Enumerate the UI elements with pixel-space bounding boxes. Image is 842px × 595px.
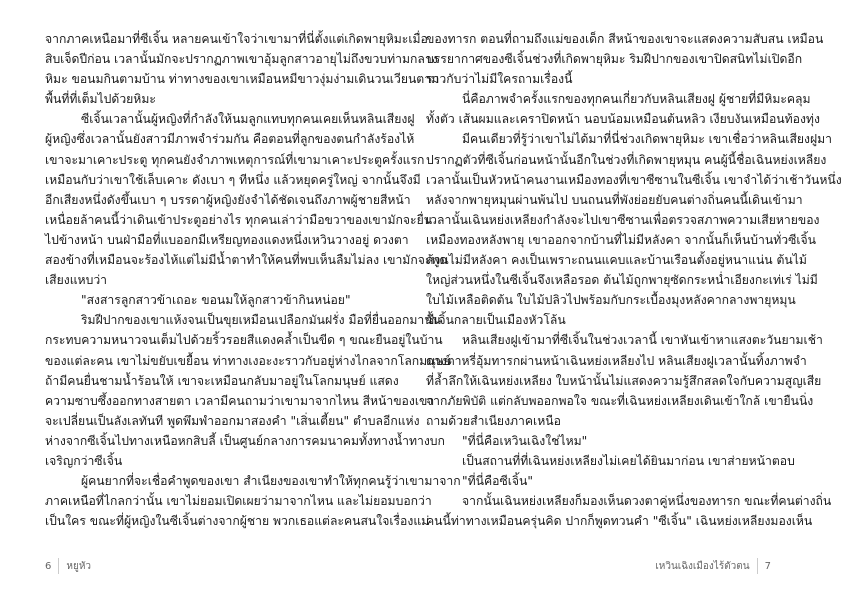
text-line: บรรยากาศของซีเจิ้นช่วงที่เกิดพายุหิมะ ริมฝีปากของเขาปิดสนิทไม่เปิดอีก [426,52,803,67]
text-line: ภาคเหนือที่ไกลกว่านั้น เขาไม่ยอมเปิดเผยว่ามาจากไหน และไม่ยอมบอกว่า [45,494,432,509]
text-line: ผู้คนยากที่จะเชื่อคำพูดของเขา สำเนียงของเขาทำให้ทุกคนรู้ว่าเขามาจาก [81,474,461,489]
text-line: จากภัยพิบัติ แต่กลับพออกพอใจ ขณะที่เฉินหย่งเหลียงเดินเข้าใกล้ เขายืนนิ่ง [426,393,814,408]
text-line: เหนื่อยล้าคนนี้ว่าเดินเข้าประตูอย่างไร ทุกคนเล่าว่ามือขวาของเขามักจะยื่น [45,212,433,227]
text-line: อีกเสียงหนึ่งดังขึ้นเบา ๆ บรรดาผู้หญิงยังจำได้ชัดเจนถึงภาพผู้ชายสีหน้า [45,192,411,207]
text-line: เป็นใคร ขณะที่ผู้หญิงในซีเจิ้นต่างจากผู้ชาย พวกเธอแต่ละคนสนใจเรื่องแม่ [45,514,430,529]
text-line: ถามด้วยสำเนียงภาคเหนือ [426,413,561,428]
text-line: จากนั้นเฉินหย่งเหลียงก็มองเห็นดวงตาคู่หนึ่งของทารก ขณะที่คนต่างถิ่น [462,494,832,509]
left-page-body [45,29,461,531]
text-line: ราวกับว่าไม่มีใครถามเรื่องนี้ [426,72,573,87]
right-page-footer [655,558,771,574]
text-line: ริมฝีปากของเขาแห้งจนเป็นขุยเหมือนเปลือกมันฝรั่ง มือที่ยื่นออกมานั้น [81,313,441,328]
text-line: เหมืองทองหลังพายุ เขาออกจากบ้านที่ไม่มีหลังคา จากนั้นก็เห็นบ้านทั่วซีเจิ้น [426,232,816,247]
text-line: ผู้หญิงซึ่งเวลานั้นยังสาวมีภาพจำร่วมกัน คือตอนที่ลูกของตนกำลังร้องไห้ [45,132,415,147]
text-line: ซีเจิ้นเวลานั้นผู้หญิงที่กำลังให้นมลูกแทบทุกคนเคยเห็นหลินเสียงฝู [81,112,415,127]
text-line: ที่ล้ำลึกให้เฉินหย่งเหลียง ใบหน้านั้นไม่แสดงความรู้สึกสลดใจกับความสูญเสีย [426,373,822,388]
text-line: เป็นสถานที่ที่เฉินหย่งเหลียงไม่เคยได้ยินมาก่อน เขาส่ายหน้าตอบ [462,453,795,468]
text-line: สิบเจ็ดปีก่อน เวลานั้นมักจะปรากฏภาพเขาอุ้มลูกสาวอายุไม่ถึงขวบท่ามกลาง [45,52,438,67]
text-line: "สงสารลูกสาวข้าเถอะ ขอนมให้ลูกสาวข้ากินหน่อย" [81,293,351,308]
text-line: หลินเสียงฝูเข้ามาที่ซีเจิ้นในช่วงเวลานี้ เขาหันเข้าหาแสงตะวันยามเช้า [462,333,823,348]
text-line: ของแต่ละคน เขาไม่ขยับเขยื้อน ท่าทางเงอะงะราวกับอยู่ห่างไกลจากโลกมนุษย์ [45,353,451,368]
page-number: 6 [45,560,52,572]
text-line: ทั้งตัว เส้นผมและเคราปิดหน้า นอบน้อมเหมือนต้นหลิว เงียบงันเหมือนท้องทุ่ง [426,112,820,127]
text-line: ไปข้างหน้า บนฝ่ามือที่แบออกมีเหรียญทองแดงหนึ่งเหวินวางอยู่ ดวงตา [45,232,409,247]
left-page-footer [45,558,91,574]
text-line: เวลานั้นเฉินหย่งเหลียงกำลังจะไปเขาซีซานเพื่อตรวจสภาพความเสียหายของ [426,212,820,227]
text-line: คนนี้ท่าทางเหมือนครุ่นคิด ปากก็พูดทวนคำ "ซีเจิ้น" เฉินหย่งเหลียงมองเห็น [426,514,813,529]
text-line: ใบไม้เหลือติดต้น ใบไม้ปลิวไปพร้อมกับกระเบื้องมุงหลังคากลางพายุหมุน [426,293,796,308]
text-line: ของทารก ตอนที่ถามถึงแม่ของเด็ก สีหน้าของเขาจะแสดงความสับสน เหมือน [426,32,824,46]
footer-divider [757,558,758,574]
text-line: สองข้างที่เหมือนจะร้องไห้แต่ไม่มีน้ำตาทำให้คนที่พบเห็นลืมไม่ลง เขามักจะพูด [45,253,448,268]
text-line: ดวงตาหรี่อุ้มทารกผ่านหน้าเฉินหย่งเหลียงไป หลินเสียงฝูเวลานั้นทิ้งภาพจำ [426,353,807,368]
text-line: ปรากฏตัวที่ซีเจิ้นก่อนหน้านั้นอีกในช่วงที่เกิดพายุหมุน คนผู้นี้ชื่อเฉินหย่งเหลียง [426,152,827,167]
text-line: ถ้ามีคนยื่นชามน้ำร้อนให้ เขาจะเหมือนกลับมาอยู่ในโลกมนุษย์ แสดง [45,373,399,388]
text-line: จากภาคเหนือมาที่ซีเจิ้น หลายคนเข้าใจว่าเขามาที่นี่ตั้งแต่เกิดพายุหิมะเมื่อ [45,32,428,46]
text-line: มีคนเดียวที่รู้ว่าเขาไม่ได้มาที่นี่ช่วงเกิดพายุหิมะ เขาเชื่อว่าหลินเสียงฝูมา [462,132,833,147]
page-number: 7 [764,560,771,572]
running-head-author: หยูหัว [66,560,92,572]
text-line: เวลานั้นเป็นหัวหน้าคนงานเหมืองทองที่เขาซีซานในซีเจิ้น เขาจำได้ว่าเช้าวันหนึ่ง [426,172,842,187]
text-line: หลังจากพายุหมุนผ่านพ้นไป บนถนนที่พังย่อยยับคนต่างถิ่นคนนี้เดินเข้ามา [426,192,803,207]
text-line: เจริญกว่าซีเจิ้น [45,453,123,468]
text-line: "ที่นี่คือเหวินเฉิงใช่ไหม" [462,433,588,448]
running-head-title: เหวินเฉิงเมืองไร้ตัวตน [655,560,750,572]
text-line: เหมือนกับว่าเขาใช้เล็บเคาะ ดังเบา ๆ ทีหนึ่ง แล้วหยุดครู่ใหญ่ จากนั้นจึงมี [45,172,421,187]
text-line: ห่างจากซีเจิ้นไปทางเหนือหกสิบลี้ เป็นศูนย์กลางการคมนาคมทั้งทางน้ำทางบก [45,433,445,448]
text-line: นี่คือภาพจำครั้งแรกของทุกคนเกี่ยวกับหลินเสียงฝู ผู้ชายที่มีหิมะคลุม [462,92,811,107]
text-line: กระทบความหนาวจนเต็มไปด้วยริ้วรอยสีแดงคล้ำเป็นขีด ๆ ขณะยืนอยู่ในบ้าน [45,333,443,348]
text-line: หิมะ ขอนมกินตามบ้าน ท่าทางของเขาเหมือนหมีขาวงุ่มง่ามเดินวนเวียนตาม [45,72,440,87]
text-line: ล้วนไม่มีหลังคา คงเป็นเพราะถนนแคบและบ้านเรือนตั้งอยู่หนาแน่น ต้นไม้ [426,253,807,268]
text-line: เขาจะมาเคาะประตู ทุกคนยังจำภาพเหตุการณ์ที่เขามาเคาะประตูครั้งแรก [45,152,425,167]
right-page-body [426,29,842,531]
text-line: เสียงแหบว่า [45,273,108,288]
text-line: "ที่นี่คือซีเจิ้น" [462,474,533,489]
text-line: ซีเจิ้นกลายเป็นเมืองหัวโล้น [426,313,566,328]
text-line: ความซาบซึ้งออกทางสายตา เวลามีคนถามว่าเขามาจากไหน สีหน้าของเขา [45,393,435,408]
text-line: ใหญ่ส่วนหนึ่งในซีเจิ้นจึงเหลือรอด ต้นไม้ถูกพายุซัดกระหน่ำเอียงกะเท่เร่ ไม่มี [426,273,818,288]
footer-divider [58,558,59,574]
text-line: จะเปลี่ยนเป็นลังเลทันที พูดพึมพำออกมาสองคำ "เสิ่นเตี้ยน" ตำบลอีกแห่ง [45,413,420,428]
text-line: พื้นที่ที่เต็มไปด้วยหิมะ [45,92,156,107]
